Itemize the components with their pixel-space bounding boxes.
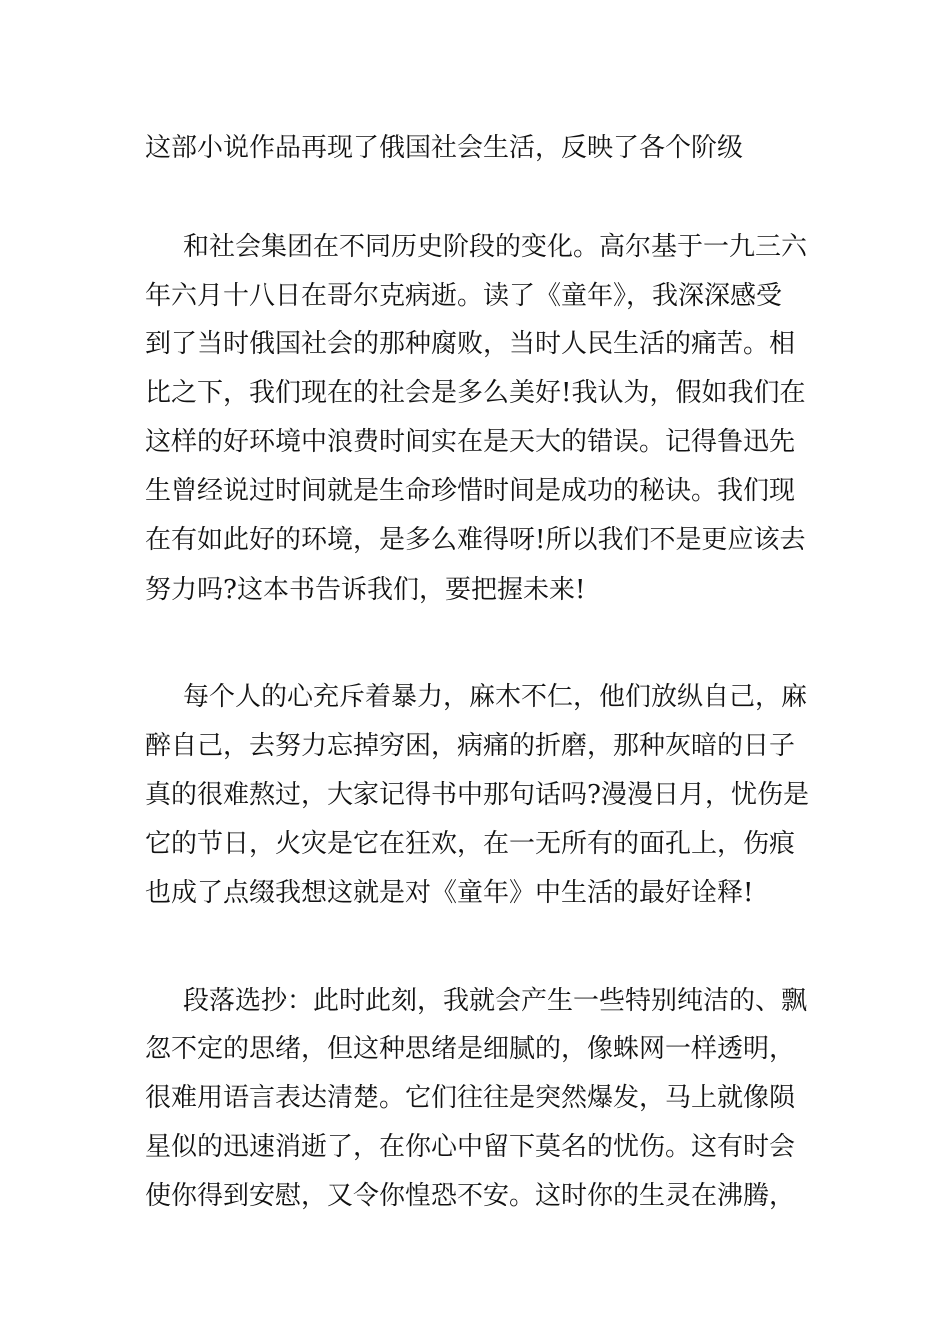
text-line: 忽不定的思绪，但这种思绪是细腻的，像蛛网一样透明， (145, 1034, 796, 1064)
text-line: 真的很难熬过，大家记得书中那句话吗?漫漫日月，忧伤是 (145, 780, 809, 810)
paragraph-first-line: 和社会集团在不同历史阶段的变化。高尔基于一九三六 (183, 232, 808, 262)
text-line: 到了当时俄国社会的那种腐败，当时人民生活的痛苦。相 (145, 329, 796, 359)
text-line: 星似的迅速消逝了，在你心中留下莫名的忧伤。这有时会 (145, 1132, 796, 1162)
paragraph-first-line: 每个人的心充斥着暴力，麻木不仁，他们放纵自己，麻 (183, 682, 808, 712)
text-line: 也成了点缀我想这就是对《童年》中生活的最好诠释! (145, 878, 754, 908)
text-line: 它的节日，火灾是它在狂欢，在一无所有的面孔上，伤痕 (145, 829, 796, 859)
text-line: 在有如此好的环境，是多么难得呀!所以我们不是更应该去 (145, 525, 806, 555)
text-line: 努力吗?这本书告诉我们，要把握未来! (145, 575, 586, 605)
text-line: 这样的好环境中浪费时间实在是天大的错误。记得鲁迅先 (145, 427, 796, 457)
paragraph-first-line: 段落选抄：此时此刻，我就会产生一些特别纯洁的、飘 (183, 986, 808, 1016)
text-line: 很难用语言表达清楚。它们往往是突然爆发，马上就像陨 (145, 1083, 796, 1113)
text-line: 年六月十八日在哥尔克病逝。读了《童年》，我深深感受 (145, 281, 783, 311)
text-line: 这部小说作品再现了俄国社会生活，反映了各个阶级 (145, 133, 744, 163)
text-line: 醉自己，去努力忘掉穷困，病痛的折磨，那种灰暗的日子 (145, 731, 796, 761)
text-line: 使你得到安慰，又令你惶恐不安。这时你的生灵在沸腾， (145, 1181, 796, 1211)
text-line: 比之下，我们现在的社会是多么美好!我认为，假如我们在 (145, 378, 806, 408)
text-line: 生曾经说过时间就是生命珍惜时间是成功的秘诀。我们现 (145, 476, 796, 506)
